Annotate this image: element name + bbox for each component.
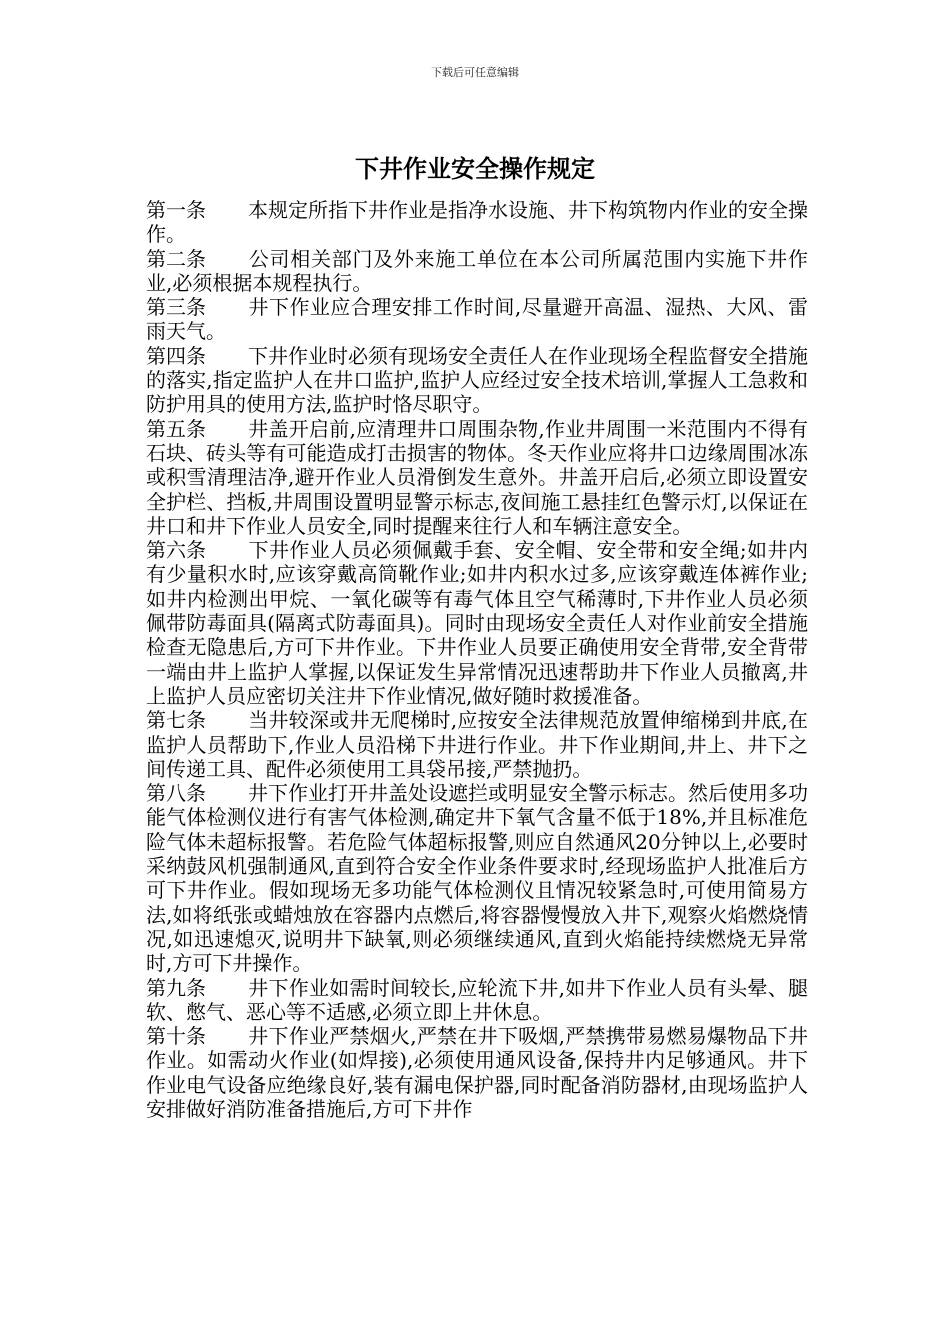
article-text: 井下作业应合理安排工作时间,尽量避开高温、湿热、大风、雷雨天气。 <box>146 295 808 344</box>
article-text: 下井作业时必须有现场安全责任人在作业现场全程监督安全措施的落实,指定监护人在井口监护,监护人应经过安全技术培训,掌握人工急救和防护用具的使用方法,监护时恪尽职守。 <box>146 343 808 417</box>
article-number: 第四条 <box>146 343 206 368</box>
article-text: 井下作业严禁烟火,严禁在井下吸烟,严禁携带易燃易爆物品下井作业。如需动火作业(如焊接),必须使用通风设备,保持井内足够通风。井下作业电气设备应绝缘良好,装有漏电保护器,同时配备消防器材,由现场监护人安排做好消防准备措施后,方可下井作 <box>146 1024 808 1121</box>
article-2 <box>146 247 808 296</box>
article-text: 当井较深或井无爬梯时,应按安全法律规范放置伸缩梯到井底,在监护人员帮助下,作业人员沿梯下井进行作业。井下作业期间,井上、井下之间传递工具、配件必须使用工具袋吊接,严禁抛扔。 <box>146 708 808 781</box>
article-text: 井下作业打开井盖处设遮拦或明显安全警示标志。然后使用多功能气体检测仪进行有害气体检测,确定井下氧气含量不低于18%,并且标准危险气体未超标报警。若危险气体超标报警,则应自然通风20分钟以上,必要时采纳鼓风机强制通风,直到符合安全作业条件要求时,经现场监护人批准后方可下井作业。假如现场无多功能气体检测仪且情况较紧急时,可使用简易方法,如将纸张或蜡烛放在容器内点燃后,将容器慢慢放入井下,观察火焰燃烧情况,如迅速熄灭,说明井下缺氧,则必须继续通风,直到火焰能持续燃烧无异常时,方可下井操作。 <box>146 781 808 976</box>
article-number: 第十条 <box>146 1024 206 1049</box>
article-number: 第六条 <box>146 538 206 563</box>
article-number: 第一条 <box>146 198 206 222</box>
article-1 <box>146 198 808 247</box>
article-text: 井盖开启前,应清理井口周围杂物,作业井周围一米范围内不得有石块、砖头等有可能造成打击损害的物体。冬天作业应将井口边缘周围冰冻或积雪清理洁净,避开作业人员滑倒发生意外。井盖开启后,必须立即设置安全护栏、挡板,井周围设置明显警示标志,夜间施工悬挂红色警示灯,以保证在井口和井下作业人员安全,同时提醒来往行人和车辆注意安全。 <box>146 416 808 538</box>
article-6 <box>146 538 808 708</box>
article-text: 公司相关部门及外来施工单位在本公司所属范围内实施下井作业,必须根据本规程执行。 <box>146 246 808 295</box>
article-5 <box>146 417 808 538</box>
article-text: 井下作业如需时间较长,应轮流下井,如井下作业人员有头晕、腿软、憋气、恶心等不适感,必须立即上井休息。 <box>146 975 808 1024</box>
article-4 <box>146 344 808 417</box>
page-header-note: 下载后可任意编辑 <box>431 66 519 79</box>
article-number: 第八条 <box>146 781 206 806</box>
article-10 <box>146 1024 808 1121</box>
article-9 <box>146 976 808 1025</box>
article-8 <box>146 781 808 975</box>
article-text: 下井作业人员必须佩戴手套、安全帽、安全带和安全绳;如井内有少量积水时,应该穿戴高筒靴作业;如井内积水过多,应该穿戴连体裤作业;如井内检测出甲烷、一氧化碳等有毒气体且空气稀薄时,下井作业人员必须佩带防毒面具(隔离式防毒面具)。同时由现场安全责任人对作业前安全措施检查无隐患后,方可下井作业。下井作业人员要正确使用安全背带,安全背带一端由井上监护人掌握,以保证发生异常情况迅速帮助井下作业人员撤离,井上监护人员应密切关注井下作业情况,做好随时救援准备。 <box>146 538 808 708</box>
article-text: 本规定所指下井作业是指净水设施、井下构筑物内作业的安全操作。 <box>146 198 808 247</box>
article-number: 第七条 <box>146 708 206 733</box>
document-title: 下井作业安全操作规定 <box>355 155 595 183</box>
article-7 <box>146 708 808 781</box>
article-number: 第三条 <box>146 295 206 320</box>
article-number: 第二条 <box>146 246 206 271</box>
document-body <box>146 198 808 1121</box>
article-3 <box>146 295 808 344</box>
article-number: 第五条 <box>146 416 206 441</box>
article-number: 第九条 <box>146 975 206 1000</box>
